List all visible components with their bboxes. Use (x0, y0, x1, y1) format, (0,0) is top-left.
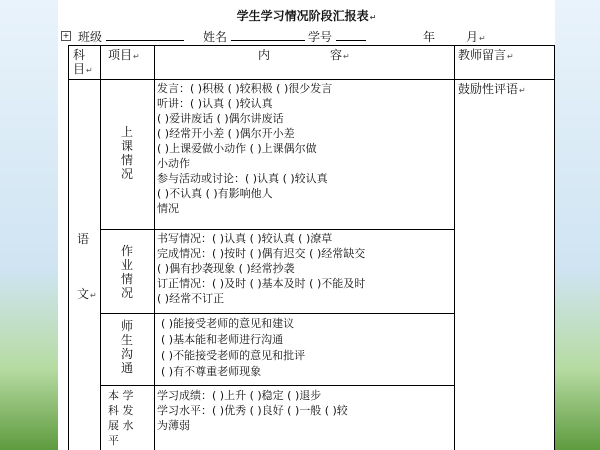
document-page (58, 0, 555, 450)
header-item-text: 项目 (108, 48, 133, 62)
section-name-teacher-communication (118, 319, 136, 375)
slide-background-left (0, 0, 58, 450)
table-border-left (68, 45, 69, 450)
content-line: ( )偶有抄袭现象 ( )经常抄袭 (157, 262, 295, 275)
content-line: ( )不认真 ( )有影响他人 (157, 187, 273, 200)
table-move-handle-icon[interactable]: + (62, 31, 70, 40)
section-name-char: 业 (120, 258, 133, 272)
column-divider (154, 45, 155, 450)
table-border-top (68, 45, 555, 46)
content-line: 为薄弱 (157, 419, 190, 432)
content-line: ( )能接受老师的意见和建议 (161, 317, 295, 330)
content-line: ( )基本能和老师进行沟通 (161, 333, 284, 346)
section-content-subject-development (157, 388, 348, 433)
section-name-char: 师 (120, 319, 133, 333)
section-name-char: 上 (120, 125, 133, 139)
section-name-char: 生 (120, 333, 133, 347)
section-content-class-performance (157, 81, 332, 216)
content-line: 小动作 (157, 157, 190, 170)
header-subject-line2: 目 (73, 62, 86, 76)
subject-char-1-text: 语 (77, 232, 90, 246)
year-label: 年 (423, 30, 436, 44)
subject-char-1 (77, 232, 89, 246)
section-name-char: 况 (120, 167, 133, 181)
section-content-teacher-communication (161, 316, 305, 380)
header-row-divider (68, 79, 555, 80)
section-name-row: 科 发 (108, 404, 134, 417)
section-name-row: 本 学 (108, 389, 134, 402)
content-line: 听讲：( )认真 ( )较认真 (157, 97, 273, 110)
content-line: ( )不能接受老师的意见和批评 (161, 349, 306, 362)
month-field: 月↵ (466, 30, 486, 44)
content-line: 完成情况：( )按时 ( )偶有迟交 ( )经常缺交 (157, 247, 366, 260)
subject-char-2: 文↵ (77, 287, 97, 301)
class-label: 班级 (78, 30, 103, 44)
content-line: ( )经常开小差 ( )偶尔开小差 (157, 127, 295, 140)
content-line: ( )爱讲废话 ( )偶尔讲废话 (157, 112, 284, 125)
header-content-left-text: 内 (258, 48, 271, 62)
student-id-label: 学号 (308, 30, 333, 44)
header-item: 项目↵ (108, 48, 140, 62)
content-line: ( )有不尊重老师现象 (161, 365, 262, 378)
content-line: 参与活动或讨论：( )认真 ( )较认真 (157, 172, 328, 185)
section-name-char: 课 (120, 139, 133, 153)
column-divider (454, 45, 455, 450)
section-content-homework (157, 231, 365, 306)
section-name-char: 通 (120, 361, 133, 375)
section-name-subject-development (108, 388, 134, 448)
slide-background-right (555, 0, 600, 450)
header-content-right: 容↵ (330, 48, 350, 62)
section-name-char: 情 (120, 272, 133, 286)
content-line: ( )上课爱做小动作 ( )上课偶尔做 (157, 142, 317, 155)
table-border-right (554, 45, 555, 450)
content-line: 订正情况：( )及时 ( )基本及时 ( )不能及时 (157, 277, 366, 290)
section-name-char: 况 (120, 286, 133, 300)
month-label: 月 (466, 30, 479, 44)
section-name-char: 情 (120, 153, 133, 167)
title-text: 学生学习情况阶段汇报表 (236, 9, 369, 23)
section-name-homework (118, 244, 136, 300)
section-name-row: 展 水 (108, 419, 134, 432)
content-line: 发言：( )积极 ( )较积极 ( )很少发言 (157, 82, 333, 95)
content-line: 书写情况：( )认真 ( )较认真 ( )潦草 (157, 232, 333, 245)
column-divider (100, 45, 101, 450)
content-line: ( )经常不订正 (157, 292, 225, 305)
section-name-char: 作 (120, 244, 133, 258)
header-comment: 教师留言↵ (458, 48, 514, 62)
content-line: 学习水平：( )优秀 ( )良好 ( )一般 ( )较 (157, 404, 348, 417)
header-subject-line1: 科 (73, 48, 86, 62)
header-comment-text: 教师留言 (458, 48, 507, 62)
report-table (58, 0, 555, 450)
content-line: 学习成绩：( )上升 ( )稳定 ( )退步 (157, 389, 322, 402)
teacher-comment: 鼓励性评语↵ (458, 82, 526, 96)
subject-char-2-text: 文 (77, 287, 90, 301)
name-label: 姓名 (203, 30, 228, 44)
header-content-right-text: 容 (330, 48, 343, 62)
header-content-left (258, 48, 270, 62)
teacher-comment-text: 鼓励性评语 (458, 82, 519, 96)
section-name-row: 平 (108, 434, 119, 447)
header-subject: 科 目↵ (73, 48, 93, 76)
section-name-class-performance (118, 125, 136, 181)
section-name-char: 沟 (120, 347, 133, 361)
content-line: 情况 (157, 202, 179, 215)
document-title: 学生学习情况阶段汇报表↵ (236, 9, 377, 23)
